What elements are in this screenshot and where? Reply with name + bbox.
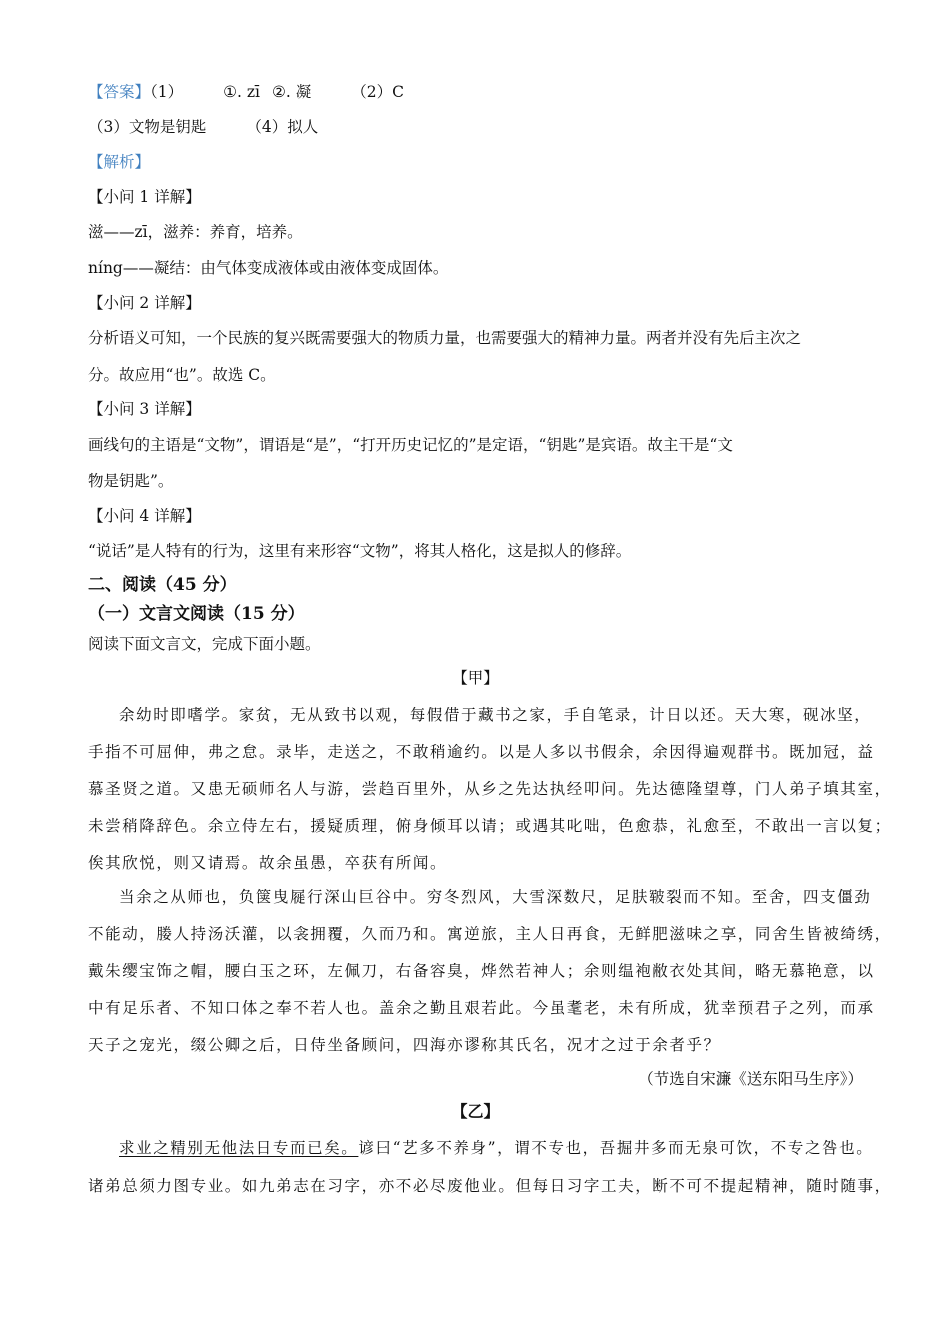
passage-yi-label: 【乙】 bbox=[451, 1102, 500, 1121]
passage-jia-line: 戴朱缨宝饰之帽，腰白玉之环，左佩刀，右备容臭，烨然若神人；余则缊袍敝衣处其间，略无慕艳意，以 bbox=[88, 962, 875, 980]
sub-question-3-line-1: 画线句的主语是“文物”，谓语是“是”，“打开历史记忆的”是定语，“钥匙”是宾语。故主干是“文 bbox=[88, 436, 733, 454]
passage-jia-label: 【甲】 bbox=[452, 669, 499, 687]
passage-jia-line: 当余之从师也，负箧曳屣行深山巨谷中。穷冬烈风，大雪深数尺，足肤皲裂而不知。至舍，四支僵劲 bbox=[119, 888, 872, 906]
sub-question-1-title: 【小问 1 详解】 bbox=[88, 188, 201, 206]
sub-question-4-title: 【小问 4 详解】 bbox=[88, 507, 201, 525]
passage-jia-line: 慕圣贤之道。又患无硕师名人与游，尝趋百里外，从乡之先达执经叩问。先达德隆望尊，门人弟子填其室， bbox=[88, 780, 892, 798]
sub-question-3-line-2: 物是钥匙”。 bbox=[88, 472, 174, 490]
answer-q1: （1） bbox=[150, 83, 184, 101]
answer-q1a: ①. zī bbox=[223, 83, 261, 101]
passage-jia-line: 天子之宠光，缀公卿之后，日侍坐备顾问，四海亦谬称其氏名，况才之过于余者乎？ bbox=[88, 1036, 721, 1054]
answer-line-1 bbox=[88, 80, 404, 104]
answer-q1b: ②. 凝 bbox=[272, 83, 312, 101]
sub-question-2-line-1: 分析语义可知，一个民族的复兴既需要强大的物质力量，也需要强大的精神力量。两者并没有先后主次之 bbox=[88, 329, 802, 347]
passage-jia-line: 未尝稍降辞色。余立侍左右，援疑质理，俯身倾耳以请；或遇其叱咄，色愈恭，礼愈至，不敢出一言以复； bbox=[88, 817, 892, 835]
answer-q2: （2）C bbox=[351, 83, 404, 101]
passage-jia-line: 手指不可屈伸，弗之怠。录毕，走送之，不敢稍逾约。以是人多以书假余，余因得遍观群书。既加冠，益 bbox=[88, 743, 875, 761]
sub-question-3-title: 【小问 3 详解】 bbox=[88, 400, 201, 418]
section-2-subtitle: （一）文言文阅读（15 分） bbox=[88, 604, 305, 624]
sub-question-4-line-1: “说话”是人特有的行为，这里有来形容“文物”，将其人格化，这是拟人的修辞。 bbox=[88, 542, 632, 560]
sub-question-2-line-2: 分。故应用“也”。故选 C。 bbox=[88, 366, 276, 384]
section-2-title: 二、阅读（45 分） bbox=[88, 575, 237, 595]
answer-q3: （3）文物是钥匙 bbox=[88, 118, 207, 136]
answer-tag: 【答案】 bbox=[88, 83, 151, 101]
passage-yi-line-2: 诸弟总须力图专业。如九弟志在习字，亦不必尽废他业。但每日习字工夫，断不可不提起精神，随时随事， bbox=[88, 1177, 892, 1195]
passage-yi-line-1-rest: 谚曰“艺多不养身”，谓不专也，吾掘井多而无泉可饮，不专之咎也。 bbox=[358, 1139, 874, 1157]
underlined-sentence: 求业之精别无他法日专而已矣。 bbox=[119, 1139, 359, 1157]
passage-jia-line: 俟其欣悦，则又请焉。故余虽愚，卒获有所闻。 bbox=[88, 854, 448, 872]
passage-jia-source: （节选自宋濂《送东阳马生序》） bbox=[638, 1070, 863, 1088]
answer-q4: （4）拟人 bbox=[246, 118, 319, 136]
sub-question-2-title: 【小问 2 详解】 bbox=[88, 294, 201, 312]
sub-question-1-line-2: níng——凝结：由气体变成液体或由液体变成固体。 bbox=[88, 259, 449, 277]
passage-yi-line-1 bbox=[88, 1136, 873, 1160]
passage-jia-line: 不能动，媵人持汤沃灌，以衾拥覆，久而乃和。寓逆旅，主人日再食，无鲜肥滋味之享，同舍生皆被绮绣， bbox=[88, 925, 892, 943]
reading-instruction: 阅读下面文言文，完成下面小题。 bbox=[88, 635, 321, 653]
sub-question-1-line-1: 滋——zī，滋养：养育，培养。 bbox=[88, 223, 303, 241]
answer-line-2 bbox=[88, 115, 318, 139]
passage-jia-line: 中有足乐者、不知口体之奉不若人也。盖余之勤且艰若此。今虽耄老，未有所成，犹幸预君子之列，而承 bbox=[88, 999, 875, 1017]
passage-jia-line: 余幼时即嗜学。家贫，无从致书以观，每假借于藏书之家，手自笔录，计日以还。天大寒，砚冰坚， bbox=[119, 706, 872, 724]
analysis-tag: 【解析】 bbox=[88, 153, 151, 171]
